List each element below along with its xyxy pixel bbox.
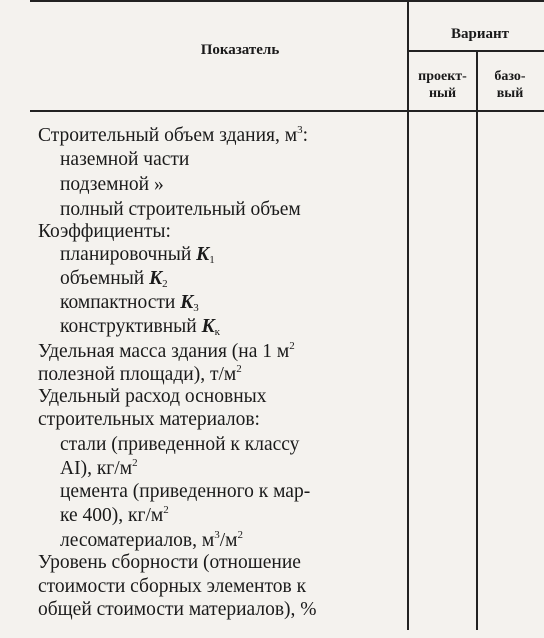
- column-divider-middle: [476, 50, 478, 630]
- row-text: AI), кг/м: [60, 458, 133, 479]
- row-sup: 2: [163, 504, 169, 516]
- row-sup: 3: [214, 529, 220, 541]
- row-text: Удельная масса здания (на 1 м: [38, 341, 290, 362]
- row-steel: стали (приведенной к классу: [60, 434, 300, 455]
- indicator-header: Показатель: [200, 42, 280, 58]
- project-header-line2: ный: [428, 86, 457, 101]
- coef-symbol: K: [201, 316, 215, 337]
- project-column-header: [409, 68, 476, 102]
- coef-sub: 2: [162, 278, 168, 290]
- row-coef-volume: [60, 269, 168, 290]
- project-header-line1: проект-: [418, 69, 467, 84]
- row-sup: 2: [289, 340, 295, 352]
- row-text: конструктивный: [60, 316, 202, 337]
- row-cement-unit: [60, 505, 169, 526]
- row-timber: [60, 530, 243, 551]
- row-sup: 2: [237, 529, 243, 541]
- top-rule: [30, 0, 544, 2]
- row-text: планировочный: [60, 244, 197, 265]
- coef-sub: 3: [193, 302, 199, 314]
- row-building-volume: [38, 125, 308, 146]
- row-sup: 3: [297, 124, 303, 136]
- base-column-header: [478, 68, 542, 102]
- row-above-ground: наземной части: [60, 149, 190, 170]
- coef-sub: 1: [209, 254, 215, 266]
- row-cement: цемента (приведенного к мар-: [60, 481, 311, 502]
- row-building-materials: строительных материалов:: [38, 409, 260, 430]
- row-steel-unit: [60, 458, 138, 479]
- row-useful-area: [38, 364, 242, 385]
- row-coef-compactness: [60, 293, 199, 314]
- row-total-cost: общей стоимости материалов), %: [38, 599, 317, 620]
- base-header-line1: базо-: [494, 69, 526, 84]
- row-text: полезной площади), т/м: [38, 364, 237, 385]
- row-text-mid: /м: [219, 530, 238, 551]
- row-coef-structural: [60, 317, 220, 338]
- coef-symbol: K: [149, 268, 163, 289]
- row-coefficients: Коэффициенты:: [38, 221, 171, 242]
- row-text: Строительный объем здания, м: [38, 125, 298, 146]
- row-underground: подземной »: [60, 174, 164, 195]
- row-specific-mass: [38, 341, 295, 362]
- row-prefab-level: Уровень сборности (отношение: [38, 552, 301, 573]
- coef-symbol: K: [196, 244, 210, 265]
- row-sup: 2: [236, 363, 242, 375]
- row-specific-consumption: Удельный расход основных: [38, 386, 267, 407]
- row-text: объемный: [60, 268, 150, 289]
- variant-header: Вариант: [450, 26, 509, 42]
- row-text-tail: :: [302, 125, 309, 146]
- row-prefab-cost: стоимости сборных элементов к: [38, 576, 307, 597]
- row-text: компактности: [60, 292, 181, 313]
- row-total-volume: полный строительный объем: [60, 199, 301, 220]
- row-coef-planning: [60, 245, 215, 266]
- row-sup: 2: [132, 457, 138, 469]
- coef-sub: к: [214, 326, 220, 338]
- header-bottom-rule: [30, 110, 544, 112]
- base-header-line2: вый: [496, 86, 524, 101]
- row-text: ке 400), кг/м: [60, 505, 164, 526]
- row-text: лесоматериалов, м: [60, 530, 215, 551]
- coef-symbol: K: [180, 292, 194, 313]
